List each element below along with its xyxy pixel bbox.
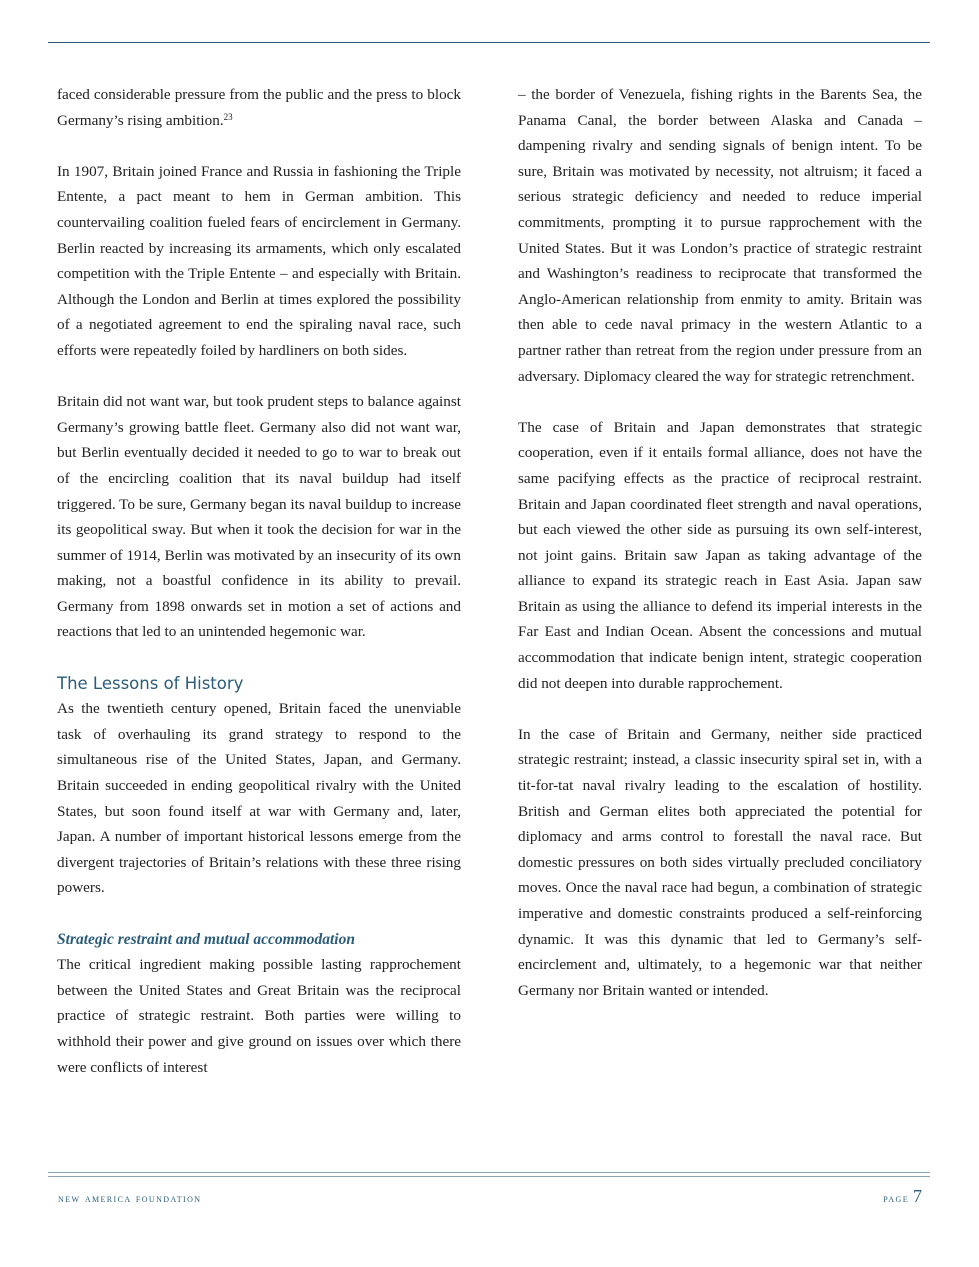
paragraph-text: faced considerable pressure from the public and the press to block Germany’s rising ambition. — [57, 86, 461, 129]
paragraph: The critical ingredient making possible lasting rapprochement between the United States and Great Britain was the reciprocal practice of strategic restraint. Both parties were willing to withhold their power and give ground on issues over which there were conflicts of interest — [57, 956, 461, 1076]
paragraph: – the border of Venezuela, fishing rights in the Barents Sea, the Panama Canal, the border between Alaska and Canada – dampening rivalry and sending signals of benign intent. To be sure, Britain was motivated by necessity, not altruism; it faced a serious strategic deficiency and needed to reduce imperial commitments, prompting it to pursue rapprochement with the United States. But it was London’s practice of strategic restraint and Washington’s readiness to reciprocate that transformed the Anglo-American relationship from enmity to amity. Britain was then able to cede naval primacy in the western Atlantic to a partner rather than retreat from the region under pressure from an adversary. Diplomacy cleared the way for strategic retrenchment. — [518, 86, 922, 385]
footer-organization: new america foundation — [58, 1191, 202, 1205]
sub-heading: Strategic restraint and mutual accommodation — [57, 930, 355, 948]
footnote-marker[interactable]: 23 — [223, 111, 233, 122]
paragraph: The case of Britain and Japan demonstrates that strategic cooperation, even if it entails formal alliance, does not have the same pacifying effects as the practice of reciprocal restraint. Britain and Japan coordinated fleet strength and naval operations, but each viewed the other side as pursuing its own self-interest, not joint gains. Britain saw Japan as taking advantage of the alliance to expand its strategic reach in East Asia. Japan saw Britain as using the alliance to defend its imperial interests in the Far East and Indian Ocean. Absent the concessions and mutual accommodation that indicate benign intent, strategic cooperation did not deepen into durable rapprochement. — [518, 418, 922, 692]
left-column — [57, 82, 461, 1080]
page-indicator — [883, 1186, 922, 1207]
header-rule — [48, 42, 930, 43]
right-column — [518, 82, 922, 1003]
section-heading: The Lessons of History — [57, 673, 244, 693]
footer-rule — [48, 1172, 930, 1177]
paragraph — [57, 82, 461, 133]
paragraph: In the case of Britain and Germany, neither side practiced strategic restraint; instead, a classic insecurity spiral set in, with a tit-for-tat naval rivalry leading to the escalation of hostility. British and German elites both appreciated the potential for diplomacy and arms control to forestall the naval race. But domestic pressures on both sides virtually precluded conciliatory moves. Once the naval race had begun, a combination of strategic imperative and domestic constraints produced a self-reinforcing dynamic. It was this dynamic that led to Germany’s self-encirclement and, ultimately, to a hegemonic war that neither Germany nor Britain wanted or intended. — [518, 725, 922, 999]
page-label: page — [883, 1191, 909, 1205]
paragraph: As the twentieth century opened, Britain faced the unenviable task of overhauling its grand strategy to respond to the simultaneous rise of the United States, Japan, and Germany. Britain succeeded in ending geopolitical rivalry with the United States, but soon found itself at war with Germany and, later, Japan. A number of important historical lessons emerge from the divergent trajectories of Britain’s relations with these three rising powers. — [57, 700, 461, 897]
page-number: 7 — [913, 1186, 922, 1206]
paragraph: Britain did not want war, but took prudent steps to balance against Germany’s growing battle fleet. Germany also did not want war, but Berlin eventually decided it needed to go to war to break out of the encircling coalition that its naval buildup had itself triggered. To be sure, Germany began its naval buildup to increase its geopolitical sway. But when it took the decision for war in the summer of 1914, Berlin was motivated by an insecurity of its own making, not a boastful confidence in its ability to prevail. Germany from 1898 onwards set in motion a set of actions and reactions that led to an unintended hegemonic war. — [57, 393, 461, 641]
paragraph: In 1907, Britain joined France and Russia in fashioning the Triple Entente, a pact meant to hem in German ambition. This countervailing coalition fueled fears of encirclement in Germany. Berlin reacted by increasing its armaments, which only escalated competition with the Triple Entente – and especially with Britain. Although the London and Berlin at times explored the possibility of a negotiated agreement to end the spiraling naval race, such efforts were repeatedly foiled by hardliners on both sides. — [57, 162, 461, 359]
